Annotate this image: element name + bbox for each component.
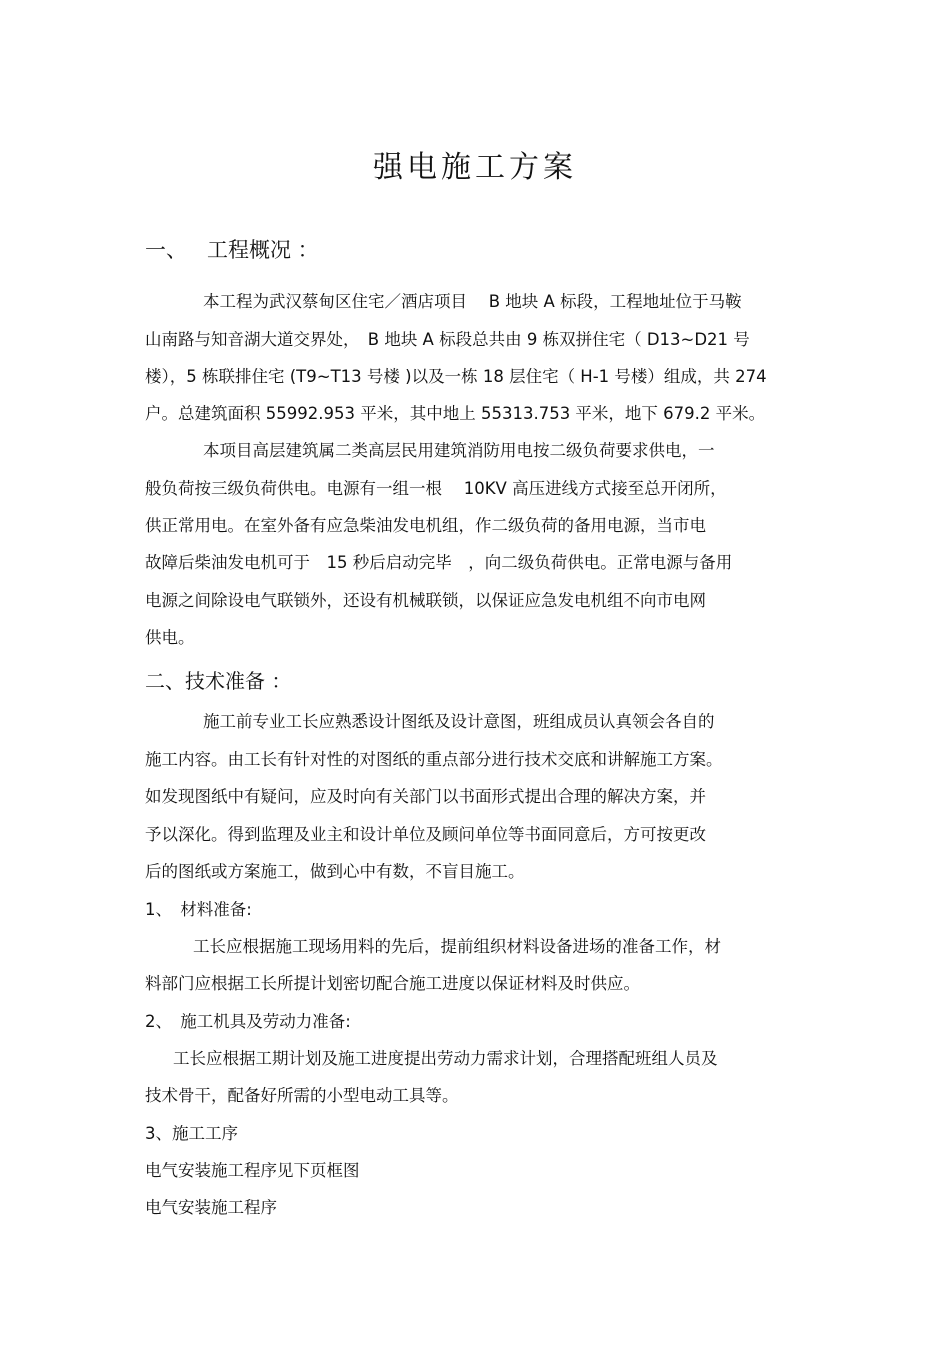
section-heading-overview (145, 234, 319, 264)
paragraph-line: 工长应根据施工现场用料的先后，提前组织材料设备进场的准备工作，材 (193, 937, 721, 956)
paragraph-line: 工长应根据工期计划及施工进度提出劳动力需求计划，合理搭配班组人员及 (173, 1049, 718, 1068)
paragraph-line: 故障后柴油发电机可于 15 秒后启动完毕 ，向二级负荷供电。正常电源与备用 (145, 553, 733, 572)
paragraph-line: 施工内容。由工长有针对性的对图纸的重点部分进行技术交底和讲解施工方案。 (145, 750, 723, 769)
paragraph-line: 施工前专业工长应熟悉设计图纸及设计意图，班组成员认真领会各自的 (203, 712, 715, 731)
procedure-title: 电气安装施工程序 (145, 1198, 277, 1217)
section-heading-technical-prep: 二、技术准备 ： (145, 669, 292, 693)
section-number: 一、 (145, 238, 187, 262)
paragraph-line: 料部门应根据工长所提计划密切配合施工进度以保证材料及时供应。 (145, 974, 640, 993)
subheading-tools-labor: 2、 施工机具及劳动力准备: (145, 1012, 351, 1031)
subheading-materials: 1、 材料准备: (145, 900, 252, 919)
paragraph-line: 山南路与知音湖大道交界处， B 地块 A 标段总共由 9 栋双拼住宅（ D13~D21 号 (145, 330, 750, 349)
paragraph-line: 楼），5 栋联排住宅 (T9~T13 号楼 )以及一栋 18 层住宅（ H-1 号楼）组成，共 274 (145, 367, 767, 386)
paragraph-line: 技术骨干，配备好所需的小型电动工具等。 (145, 1086, 459, 1105)
procedure-note: 电气安装施工程序见下页框图 (145, 1161, 360, 1180)
paragraph-line: 如发现图纸中有疑问，应及时向有关部门以书面形式提出合理的解决方案，并 (145, 787, 706, 806)
paragraph-line: 供电。 (145, 628, 195, 647)
paragraph-line: 电源之间除设电气联锁外，还设有机械联锁，以保证应急发电机组不向市电网 (145, 591, 706, 610)
paragraph-line: 予以深化。得到监理及业主和设计单位及顾问单位等书面同意后，方可按更改 (145, 825, 706, 844)
paragraph-line: 本工程为武汉蔡甸区住宅／酒店项目 B 地块 A 标段，工程地址位于马鞍 (203, 292, 742, 311)
paragraph-line: 户。总建筑面积 55992.953 平米，其中地上 55313.753 平米，地下 679.2 平米。 (145, 404, 766, 423)
paragraph-line: 供正常用电。在室外备有应急柴油发电机组，作二级负荷的备用电源，当市电 (145, 516, 706, 535)
document-title: 强电施工方案 (373, 150, 577, 185)
section-title: 工程概况 ： (207, 238, 319, 262)
paragraph-line: 本项目高层建筑属二类高层民用建筑消防用电按二级负荷要求供电，一 (203, 441, 715, 460)
paragraph-line: 后的图纸或方案施工，做到心中有数，不盲目施工。 (145, 862, 525, 881)
subheading-procedure: 3、施工工序 (145, 1124, 238, 1143)
paragraph-line: 般负荷按三级负荷供电。电源有一组一根 10KV 高压进线方式接至总开闭所， (145, 479, 727, 498)
